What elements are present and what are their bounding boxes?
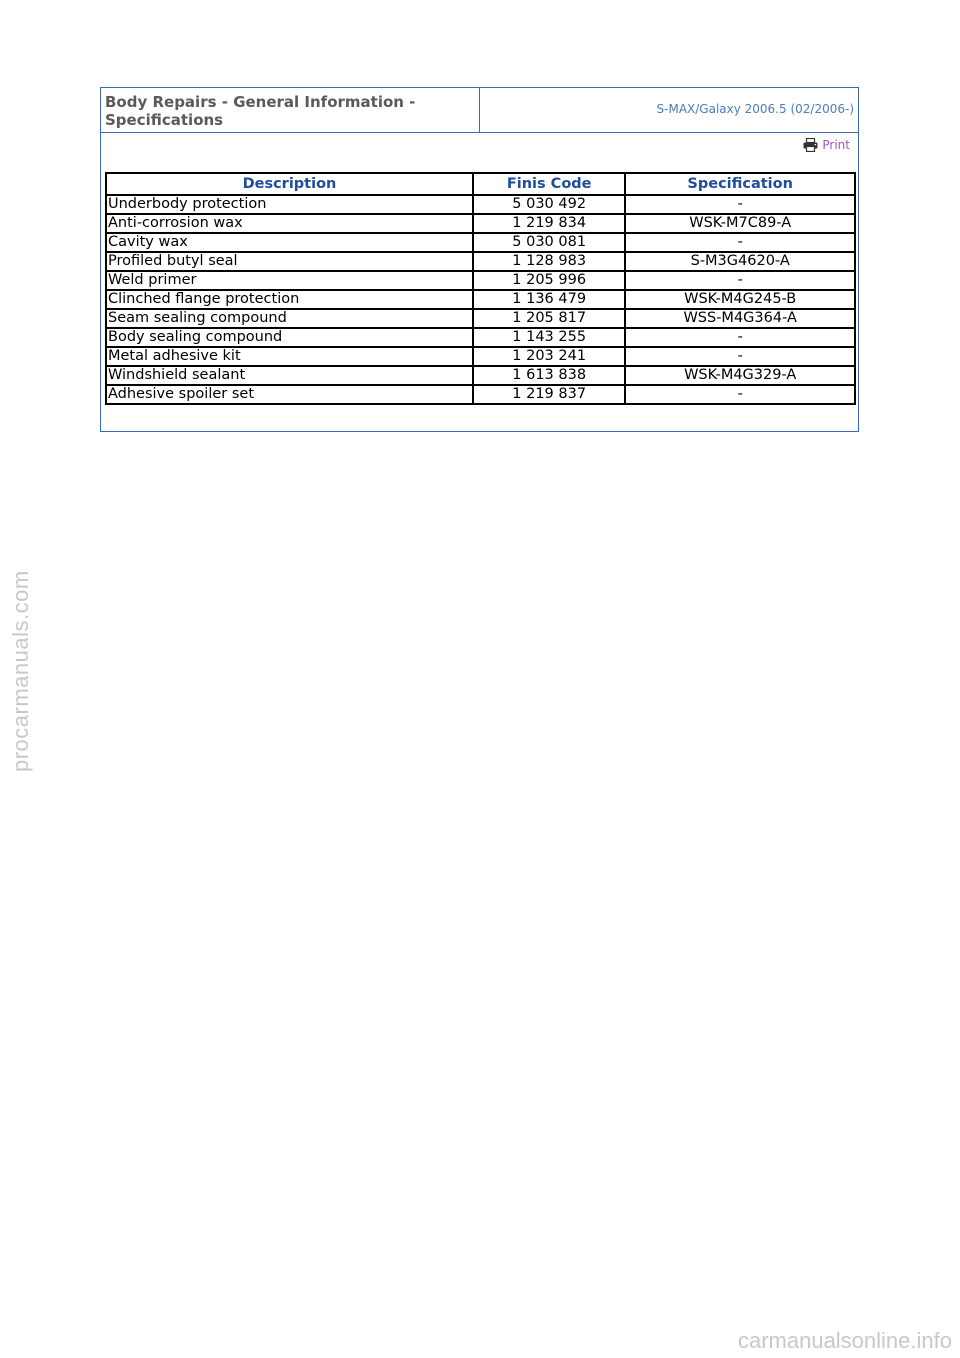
print-label: Print xyxy=(822,138,850,152)
cell-finis-code: 1 219 837 xyxy=(473,385,625,404)
table-header-row xyxy=(106,173,855,195)
column-header-finis-code: Finis Code xyxy=(473,173,625,195)
cell-specification: S-M3G4620-A xyxy=(625,252,855,271)
cell-specification: - xyxy=(625,271,855,290)
cell-specification: WSS-M4G364-A xyxy=(625,309,855,328)
table-row xyxy=(106,347,855,366)
cell-finis-code: 5 030 081 xyxy=(473,233,625,252)
cell-description: Anti-corrosion wax xyxy=(106,214,473,233)
cell-finis-code: 1 143 255 xyxy=(473,328,625,347)
cell-description: Cavity wax xyxy=(106,233,473,252)
printer-icon xyxy=(803,138,818,152)
table-row xyxy=(106,214,855,233)
cell-description: Clinched flange protection xyxy=(106,290,473,309)
cell-specification: - xyxy=(625,195,855,214)
cell-description: Metal adhesive kit xyxy=(106,347,473,366)
document-header xyxy=(101,88,858,133)
column-header-description: Description xyxy=(106,173,473,195)
cell-description: Underbody protection xyxy=(106,195,473,214)
cell-finis-code: 5 030 492 xyxy=(473,195,625,214)
table-row xyxy=(106,233,855,252)
vehicle-model-label: S-MAX/Galaxy 2006.5 (02/2006-) xyxy=(656,102,854,116)
print-button[interactable] xyxy=(803,138,850,152)
cell-finis-code: 1 205 996 xyxy=(473,271,625,290)
column-header-specification: Specification xyxy=(625,173,855,195)
page-title-line1: Body Repairs - General Information - xyxy=(105,93,416,111)
page-title xyxy=(101,88,480,132)
table-row xyxy=(106,290,855,309)
table-row xyxy=(106,385,855,404)
cell-specification: - xyxy=(625,233,855,252)
cell-finis-code: 1 205 817 xyxy=(473,309,625,328)
table-row xyxy=(106,309,855,328)
table-row xyxy=(106,328,855,347)
cell-specification: - xyxy=(625,347,855,366)
table-row xyxy=(106,366,855,385)
cell-specification: WSK-M4G329-A xyxy=(625,366,855,385)
cell-finis-code: 1 136 479 xyxy=(473,290,625,309)
table-row xyxy=(106,271,855,290)
cell-description: Seam sealing compound xyxy=(106,309,473,328)
cell-finis-code: 1 613 838 xyxy=(473,366,625,385)
cell-specification: WSK-M4G245-B xyxy=(625,290,855,309)
bottom-watermark: carmanualsonline.info xyxy=(737,1328,952,1353)
cell-description: Weld primer xyxy=(106,271,473,290)
cell-finis-code: 1 203 241 xyxy=(473,347,625,366)
specifications-table xyxy=(105,172,856,405)
cell-description: Windshield sealant xyxy=(106,366,473,385)
cell-description: Body sealing compound xyxy=(106,328,473,347)
cell-finis-code: 1 219 834 xyxy=(473,214,625,233)
side-watermark: procarmanuals.com xyxy=(8,570,33,772)
cell-specification: - xyxy=(625,328,855,347)
cell-finis-code: 1 128 983 xyxy=(473,252,625,271)
table-row xyxy=(106,195,855,214)
table-row xyxy=(106,252,855,271)
cell-specification: - xyxy=(625,385,855,404)
cell-description: Profiled butyl seal xyxy=(106,252,473,271)
page-title-line2: Specifications xyxy=(105,111,224,129)
cell-description: Adhesive spoiler set xyxy=(106,385,473,404)
cell-specification: WSK-M7C89-A xyxy=(625,214,855,233)
document-frame xyxy=(100,87,859,432)
